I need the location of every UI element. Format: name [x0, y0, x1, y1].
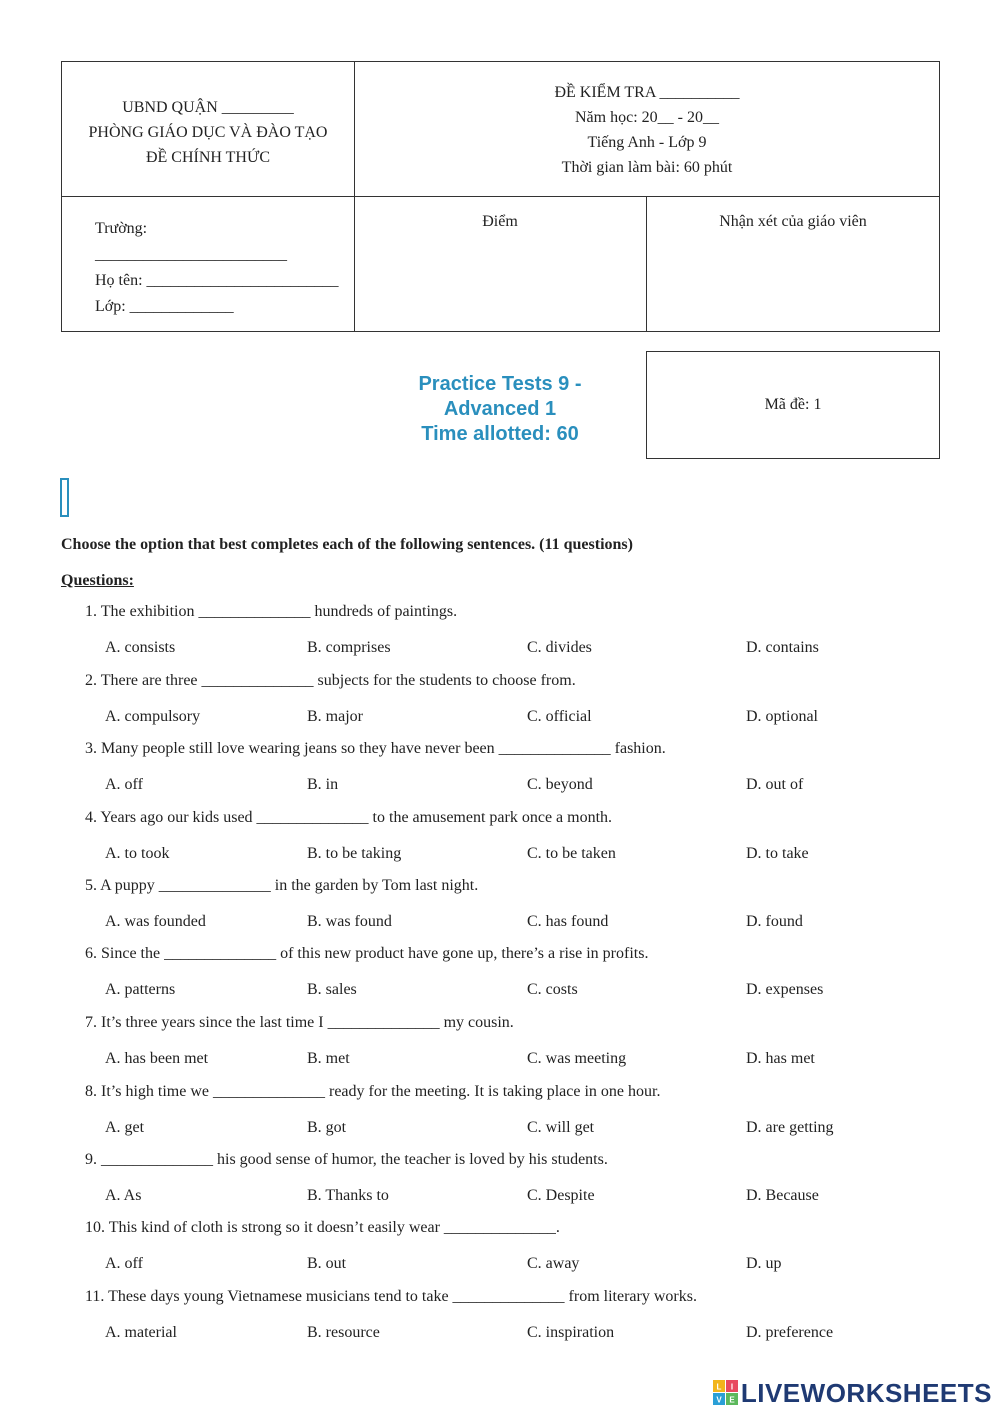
title-line: Practice Tests 9 -: [418, 373, 582, 395]
answer-option[interactable]: D. to take: [746, 845, 809, 862]
official-exam-line: ĐỀ CHÍNH THỨC: [145, 149, 271, 166]
answer-option[interactable]: B. major: [307, 708, 363, 725]
answer-option[interactable]: C. divides: [527, 639, 592, 656]
answer-option[interactable]: B. sales: [307, 981, 357, 998]
answer-option[interactable]: D. preference: [746, 1324, 834, 1341]
question-text: 3. Many people still love wearing jeans so they have never been ______________ fashion.: [85, 740, 666, 757]
name-field: Họ tên: ________________________: [95, 272, 339, 289]
class-field: Lớp: _____________: [95, 298, 234, 315]
answer-option[interactable]: A. As: [105, 1187, 142, 1204]
answer-option[interactable]: A. get: [105, 1119, 145, 1136]
score-label: Điểm: [482, 213, 518, 230]
questions-heading: Questions:: [61, 572, 134, 589]
question-text: 8. It’s high time we ______________ ready for the meeting. It is taking place in one hour.: [85, 1083, 661, 1100]
answer-option[interactable]: D. optional: [746, 708, 818, 725]
answer-option[interactable]: C. will get: [527, 1119, 595, 1136]
question-text: 9. ______________ his good sense of humor, the teacher is loved by his students.: [85, 1151, 608, 1168]
answer-option[interactable]: C. beyond: [527, 776, 593, 793]
instruction-text: Choose the option that best completes each of the following sentences. (11 questions): [61, 536, 633, 553]
answer-option[interactable]: D. up: [746, 1255, 782, 1272]
question-text: 6. Since the ______________ of this new product have gone up, there’s a rise in profits.: [85, 945, 649, 962]
answer-option[interactable]: C. inspiration: [527, 1324, 615, 1341]
answer-option[interactable]: C. Despite: [527, 1187, 595, 1204]
district-line: UBND QUẬN _________: [122, 99, 294, 116]
logo-badge-letter: L: [716, 1382, 722, 1392]
answer-option[interactable]: B. resource: [307, 1324, 380, 1341]
student-info-block: [95, 216, 339, 320]
answer-option[interactable]: C. official: [527, 708, 592, 725]
logo-badge-letter: I: [730, 1382, 733, 1392]
title-line: Time allotted: 60: [421, 423, 579, 445]
answer-option[interactable]: B. was found: [307, 913, 392, 930]
answer-option[interactable]: C. has found: [527, 913, 609, 930]
duration-line: Thời gian làm bài: 60 phút: [561, 159, 733, 176]
answer-option[interactable]: C. was meeting: [527, 1050, 627, 1067]
teacher-comment-label: Nhận xét của giáo viên: [719, 213, 867, 230]
answer-option[interactable]: C. costs: [527, 981, 578, 998]
answer-option[interactable]: A. was founded: [105, 913, 206, 930]
answer-option[interactable]: C. away: [527, 1255, 580, 1272]
answer-option[interactable]: A. material: [105, 1324, 177, 1341]
department-line: PHÒNG GIÁO DỤC VÀ ĐÀO TẠO: [88, 124, 328, 141]
answer-option[interactable]: A. to took: [105, 845, 170, 862]
answer-option[interactable]: A. consists: [105, 639, 176, 656]
answer-option[interactable]: B. got: [307, 1119, 347, 1136]
school-year-line: Năm học: 20__ - 20__: [575, 109, 719, 126]
answer-option[interactable]: A. off: [105, 1255, 143, 1272]
liveworksheets-logo[interactable]: [713, 1378, 992, 1408]
answer-option[interactable]: D. Because: [746, 1187, 819, 1204]
header-right-block: [354, 80, 940, 180]
answer-option[interactable]: D. out of: [746, 776, 804, 793]
question-text: 11. These days young Vietnamese musicians tend to take ______________ from literary works.: [85, 1288, 697, 1305]
answer-option[interactable]: D. contains: [746, 639, 819, 656]
question-text: 1. The exhibition ______________ hundreds of paintings.: [85, 603, 458, 620]
answer-option[interactable]: B. in: [307, 776, 339, 793]
logo-badge-letter: V: [716, 1395, 722, 1405]
answer-option[interactable]: A. patterns: [105, 981, 176, 998]
answer-option[interactable]: B. out: [307, 1255, 347, 1272]
answer-option[interactable]: B. Thanks to: [307, 1187, 389, 1204]
divider: [62, 196, 940, 197]
text-cursor-box[interactable]: [60, 478, 69, 517]
answer-option[interactable]: D. expenses: [746, 981, 824, 998]
school-blank: ________________________: [95, 246, 287, 263]
answer-option[interactable]: D. are getting: [746, 1119, 834, 1136]
answer-option[interactable]: A. has been met: [105, 1050, 209, 1067]
answer-option[interactable]: D. found: [746, 913, 803, 930]
answer-option[interactable]: B. met: [307, 1050, 350, 1067]
question-text: 5. A puppy ______________ in the garden by Tom last night.: [85, 877, 479, 894]
answer-option[interactable]: D. has met: [746, 1050, 815, 1067]
logo-text: LIVEWORKSHEETS: [740, 1377, 992, 1408]
answer-option[interactable]: A. compulsory: [105, 708, 201, 725]
exam-title-line: ĐỀ KIỂM TRA __________: [554, 84, 740, 101]
header-table: [61, 61, 940, 332]
logo-badge-letter: E: [729, 1395, 735, 1405]
logo-badge-icon: [713, 1380, 739, 1406]
question-text: 10. This kind of cloth is strong so it doesn’t easily wear ______________.: [85, 1219, 560, 1236]
page-title: [350, 372, 650, 447]
header-left-block: [62, 95, 354, 170]
answer-option[interactable]: A. off: [105, 776, 143, 793]
title-line: Advanced 1: [443, 398, 557, 420]
answer-option[interactable]: B. comprises: [307, 639, 391, 656]
subject-line: Tiếng Anh - Lớp 9: [587, 134, 707, 151]
answer-option[interactable]: B. to be taking: [307, 845, 402, 862]
question-text: 4. Years ago our kids used ______________ to the amusement park once a month.: [85, 809, 613, 826]
answer-option[interactable]: C. to be taken: [527, 845, 616, 862]
question-text: 2. There are three ______________ subjects for the students to choose from.: [85, 672, 576, 689]
exam-code-box: [646, 351, 940, 459]
school-field: Trường:: [95, 220, 148, 237]
exam-code: Mã đề: 1: [764, 396, 822, 413]
question-text: 7. It’s three years since the last time I ______________ my cousin.: [85, 1014, 514, 1031]
